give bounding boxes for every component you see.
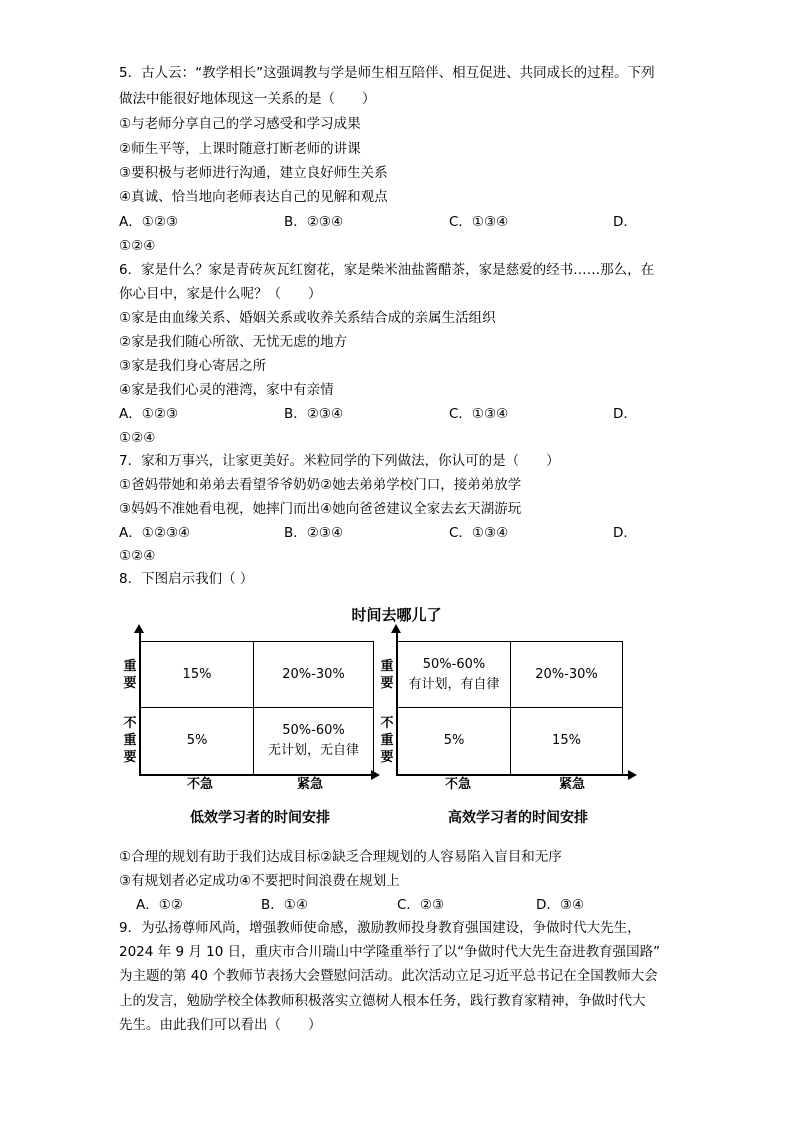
q6-statement-4: ④家是我们心灵的港湾，家中有亲情 <box>119 382 334 398</box>
right-cell-3-value: 5% <box>443 733 465 748</box>
q5-statement-3: ③要积极与老师进行沟通，建立良好师生关系 <box>119 165 388 181</box>
q8-option-b: B．①④ <box>261 897 308 913</box>
q6-option-d-content: ①②④ <box>119 430 156 446</box>
left-cell-3-value: 5% <box>186 733 208 748</box>
left-cell-4-value: 50%-60% <box>282 723 345 738</box>
left-cell-unimportant-urgent <box>253 707 374 775</box>
right-cell-4-value: 15% <box>552 733 581 748</box>
q7-option-a: A．①②③④ <box>119 525 191 541</box>
right-cell-important-not-urgent <box>397 641 511 708</box>
figure-title: 时间去哪儿了 <box>351 606 442 624</box>
q6-option-b: B．②③④ <box>284 406 344 422</box>
q7-option-b: B．②③④ <box>284 525 344 541</box>
right-col-label-urgent: 紧急 <box>558 777 585 792</box>
right-cell-unimportant-not-urgent <box>397 707 511 775</box>
q5-option-c: C．①③④ <box>449 214 509 230</box>
q6-option-d: D． <box>613 406 637 422</box>
left-cell-unimportant-not-urgent <box>140 707 254 775</box>
q8-option-a: A．①② <box>136 897 183 913</box>
left-y-arrow-icon <box>134 624 144 633</box>
right-cell-1-note: 有计划，有自律 <box>408 676 500 692</box>
q9-stem-line-3: 为主题的第 40 个教师节表扬大会暨慰问活动。此次活动立足习近平总书记在全国教师大会 <box>119 968 658 984</box>
left-col-label-urgent: 紧急 <box>296 777 323 792</box>
q7-statement-1: ①爸妈带她和弟弟去看望爷爷奶奶②她去弟弟学校门口，接弟弟放学 <box>119 477 522 493</box>
q7-stem-line-1: 7．家和万事兴，让家更美好。米粒同学的下列做法，你认可的是（ ） <box>119 453 560 469</box>
right-cell-1-value: 50%-60% <box>422 656 486 672</box>
left-cell-important-not-urgent <box>140 641 254 708</box>
q5-option-a: A．①②③ <box>119 214 179 230</box>
left-cell-4-note: 无计划，无自律 <box>267 743 359 758</box>
q7-option-d: D． <box>613 525 637 541</box>
q8-statement-2: ③有规划者必定成功④不要把时间浪费在规划上 <box>119 873 400 889</box>
q6-option-c: C．①③④ <box>449 406 509 422</box>
q5-option-d-content: ①②④ <box>119 238 156 254</box>
q8-option-d: D．③④ <box>536 897 585 913</box>
q5-option-b: B．②③④ <box>284 214 344 230</box>
right-col-label-not-urgent: 不急 <box>444 777 471 792</box>
q6-option-a: A．①②③ <box>119 406 179 422</box>
q5-statement-4: ④真诚、恰当地向老师表达自己的见解和观点 <box>119 189 388 205</box>
q9-stem-line-2: 2024 年 9 月 10 日，重庆市合川瑞山中学隆重举行了以“争做时代大先生奋进教育强国路” <box>119 944 661 960</box>
q5-option-d: D． <box>613 214 637 230</box>
q6-statement-1: ①家是由血缘关系、婚姻关系或收养关系结合成的亲属生活组织 <box>119 310 496 326</box>
q8-stem: 8．下图启示我们（ ） <box>119 571 254 587</box>
q7-option-d-content: ①②④ <box>119 548 156 564</box>
right-cell-unimportant-urgent <box>510 707 623 775</box>
right-y-arrow-icon <box>391 624 401 633</box>
q8-option-c: C．②③ <box>397 897 445 913</box>
left-cell-1-value: 15% <box>182 666 212 682</box>
q6-statement-2: ②家是我们随心所欲、无忧无虑的地方 <box>119 334 348 350</box>
q5-statement-1: ①与老师分享自己的学习感受和学习成果 <box>119 116 361 132</box>
right-cell-important-urgent <box>510 641 623 708</box>
left-row-label-unimportant: 不重要 <box>123 716 137 765</box>
left-caption: 低效学习者的时间安排 <box>190 810 330 826</box>
q7-statement-2: ③妈妈不准她看电视，她摔门而出④她向爸爸建议全家去玄天湖游玩 <box>119 501 522 517</box>
left-cell-2-value: 20%-30% <box>282 666 345 682</box>
left-col-label-not-urgent: 不急 <box>186 777 213 792</box>
q9-stem-line-1: 9．为弘扬尊师风尚，增强教师使命感，激励教师投身教育强国建设，争做时代大先生， <box>119 920 641 936</box>
q8-statement-1: ①合理的规划有助于我们达成目标②缺乏合理规划的人容易陷入盲目和无序 <box>119 849 562 865</box>
q6-statement-3: ③家是我们身心寄居之所 <box>119 358 267 374</box>
q9-stem-line-4: 上的发言，勉励学校全体教师积极落实立德树人根本任务，践行教育家精神，争做时代大 <box>119 993 646 1009</box>
q9-stem-line-5: 先生。由此我们可以看出（ ） <box>119 1017 322 1033</box>
right-row-label-important: 重要 <box>380 659 394 691</box>
q5-stem-line-1: 5．古人云：“教学相长”这强调教与学是师生相互陪伴、相互促进、共同成长的过程。下列 <box>119 65 655 81</box>
q5-statement-2: ②师生平等，上课时随意打断老师的讲课 <box>119 141 361 157</box>
left-cell-important-urgent <box>253 641 374 708</box>
q6-stem-line-2: 你心目中，家是什么呢？（ ） <box>119 286 322 302</box>
right-caption: 高效学习者的时间安排 <box>448 810 588 826</box>
q5-stem-line-2: 做法中能很好地体现这一关系的是（ ） <box>119 91 376 107</box>
right-cell-2-value: 20%-30% <box>535 666 598 682</box>
right-x-arrow-icon <box>628 770 637 780</box>
left-row-label-important: 重要 <box>123 659 137 691</box>
q7-option-c: C．①③④ <box>449 525 509 541</box>
q6-stem-line-1: 6．家是什么？家是青砖灰瓦红窗花，家是柴米油盐酱醋茶，家是慈爱的经书……那么，在 <box>119 262 655 278</box>
right-row-label-unimportant: 不重要 <box>380 716 394 765</box>
